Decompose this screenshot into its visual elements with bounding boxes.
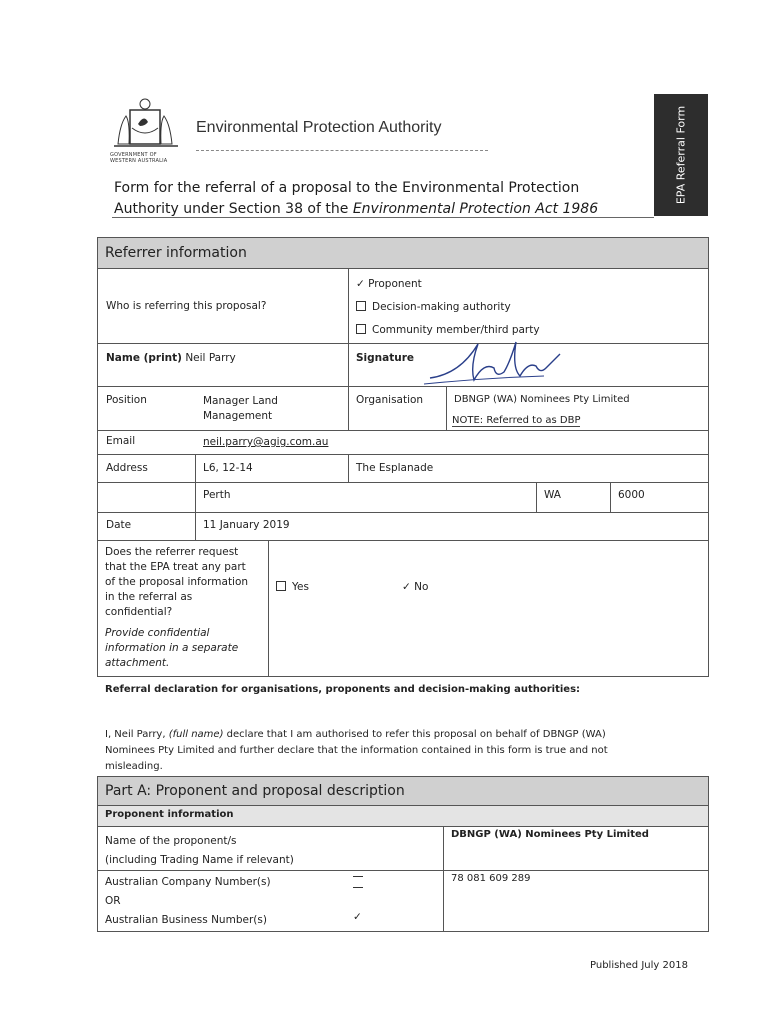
published-date: Published July 2018 <box>590 960 688 971</box>
confidential-note <box>105 626 238 671</box>
col-divider <box>610 482 611 512</box>
acn-checkbox-icon[interactable] <box>353 876 363 888</box>
checkbox-icon <box>356 324 366 334</box>
name-value: Neil Parry <box>185 352 236 364</box>
table-right-border <box>708 806 709 932</box>
row-divider <box>97 540 709 541</box>
col-divider <box>348 454 349 482</box>
agency-divider <box>196 150 488 151</box>
date-value: 11 January 2019 <box>203 519 290 531</box>
email-label: Email <box>106 435 136 447</box>
acn-label: Australian Company Number(s) <box>105 876 271 888</box>
col-divider <box>348 386 349 430</box>
option-community-member[interactable] <box>356 324 540 336</box>
checkmark-icon: ✓ <box>402 581 415 593</box>
option-label: Proponent <box>368 278 422 290</box>
signature-image <box>422 340 572 390</box>
row-divider <box>97 430 709 431</box>
col-divider <box>443 826 444 932</box>
proponent-label-line-2: (including Trading Name if relevant) <box>105 854 294 866</box>
organisation-label: Organisation <box>356 394 424 406</box>
option-label: Community member/third party <box>372 324 540 336</box>
address-city: Perth <box>203 489 231 501</box>
yes-label: Yes <box>292 581 309 593</box>
col-divider <box>446 386 447 430</box>
declaration-title: Referral declaration for organisations, proponents and decision-making authorities: <box>105 684 581 695</box>
confidential-question <box>105 545 248 620</box>
side-tab <box>654 94 708 216</box>
declaration-part: I, Neil Parry, <box>105 729 169 740</box>
address-line-1: L6, 12-14 <box>203 462 253 474</box>
referrer-section-header <box>97 237 709 269</box>
row-divider <box>97 512 709 513</box>
col-divider <box>268 540 269 676</box>
government-line-1: GOVERNMENT OF <box>110 152 157 158</box>
option-proponent[interactable] <box>356 278 422 290</box>
option-label: Decision-making authority <box>372 301 511 313</box>
row-divider <box>97 482 709 483</box>
email-link[interactable]: neil.parry@agig.com.au <box>203 436 329 448</box>
proponent-label-line-1: Name of the proponent/s <box>105 835 237 847</box>
referrer-section-title: Referrer information <box>105 245 247 261</box>
col-divider <box>536 482 537 512</box>
declaration-text <box>105 727 608 775</box>
row-divider <box>97 454 709 455</box>
confidential-question-line: in the referral as <box>105 591 193 603</box>
confidential-question-line: that the EPA treat any part <box>105 561 246 573</box>
position-label: Position <box>106 394 147 406</box>
name-row <box>106 352 236 364</box>
confidential-question-line: Does the referrer request <box>105 546 239 558</box>
abn-label: Australian Business Number(s) <box>105 914 267 926</box>
confidential-question-line: of the proposal information <box>105 576 249 588</box>
position-value-line-1: Manager Land <box>203 395 278 407</box>
government-line-2: WESTERN AUSTRALIA <box>110 158 168 164</box>
declaration-line-3: misleading. <box>105 761 163 772</box>
table-bottom-border <box>97 931 709 932</box>
who-referring-label: Who is referring this proposal? <box>106 300 267 312</box>
side-tab-label: EPA Referral Form <box>674 105 688 205</box>
row-divider <box>97 870 709 871</box>
proponent-name-label <box>105 832 294 870</box>
part-a-section-header <box>97 776 709 806</box>
confidential-note-line: information in a separate <box>105 642 239 654</box>
declaration-line-2: Nominees Pty Limited and further declare that the information contained in this form is true and not <box>105 745 608 756</box>
position-value-line-2: Management <box>203 410 273 422</box>
option-decision-making-authority[interactable] <box>356 301 511 313</box>
address-label: Address <box>106 462 148 474</box>
form-title <box>114 178 654 220</box>
declaration-part: declare that I am authorised to refer this proposal on behalf of DBNGP (WA) <box>223 729 606 740</box>
row-divider <box>97 676 709 677</box>
proponent-name-value: DBNGP (WA) Nominees Pty Limited <box>451 829 649 840</box>
organisation-value: DBNGP (WA) Nominees Pty Limited <box>454 394 630 405</box>
row-divider <box>97 343 709 344</box>
business-number-value: 78 081 609 289 <box>451 873 531 884</box>
confidential-no-option[interactable] <box>402 581 428 593</box>
checkbox-icon <box>356 301 366 311</box>
address-street: The Esplanade <box>356 462 434 474</box>
signature-label: Signature <box>356 352 415 364</box>
government-label <box>110 152 167 164</box>
address-postcode: 6000 <box>618 489 645 501</box>
row-divider <box>97 826 709 827</box>
abn-checkmark-icon[interactable]: ✓ <box>353 911 362 923</box>
col-divider <box>348 269 349 386</box>
form-title-plain: Authority under Section 38 of the <box>114 201 353 217</box>
proponent-info-subheading: Proponent information <box>105 809 234 820</box>
confidential-question-line: confidential? <box>105 606 173 618</box>
position-value <box>203 394 278 424</box>
agency-name: Environmental Protection Authority <box>196 119 442 136</box>
date-label: Date <box>106 519 132 531</box>
col-divider <box>195 512 196 540</box>
address-state: WA <box>544 489 561 501</box>
name-label: Name (print) <box>106 352 182 364</box>
table-left-border <box>97 269 98 676</box>
organisation-note: NOTE: Referred to as DBP <box>452 415 581 426</box>
declaration-italic: (full name) <box>168 729 224 740</box>
part-a-title: Part A: Proponent and proposal description <box>105 783 405 799</box>
checkmark-icon: ✓ <box>356 278 369 290</box>
declaration-line-1 <box>105 727 608 743</box>
or-label: OR <box>105 895 121 907</box>
checkbox-icon <box>276 581 286 591</box>
wa-government-crest-icon <box>110 98 186 156</box>
row-divider <box>97 386 709 387</box>
table-right-border <box>708 269 709 676</box>
form-title-line-1: Form for the referral of a proposal to the Environmental Protection <box>114 180 580 196</box>
title-divider <box>112 217 654 218</box>
confidential-yes-option[interactable] <box>276 581 309 593</box>
confidential-note-line: attachment. <box>105 657 170 669</box>
no-label: No <box>414 581 429 593</box>
confidential-note-line: Provide confidential <box>105 627 210 639</box>
form-title-italic: Environmental Protection Act 1986 <box>352 201 599 217</box>
